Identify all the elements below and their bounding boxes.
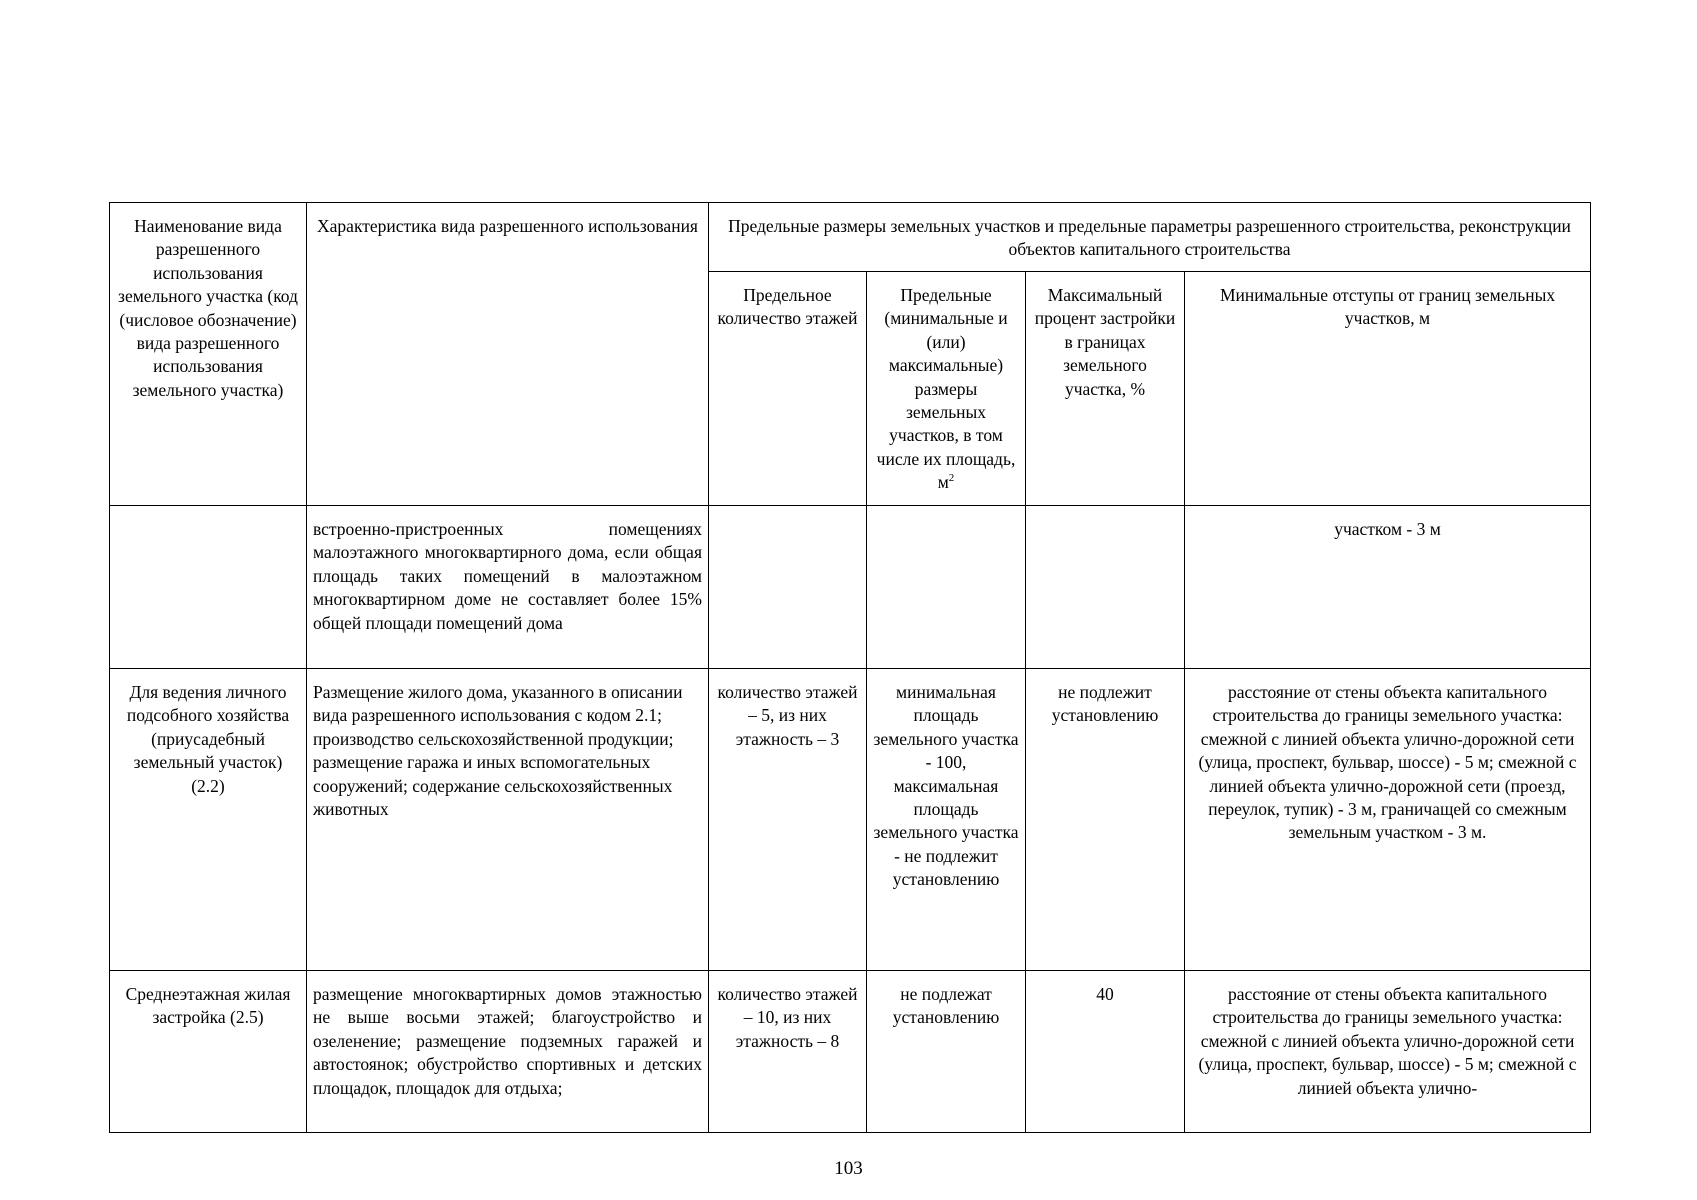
- table-row: [110, 971, 1591, 1133]
- table-header-row: [110, 203, 1591, 272]
- header-setbacks-cell: Минимальные отступы от границ земельных участков, м: [1185, 272, 1591, 506]
- row-setbacks-cell: расстояние от стены объекта капитального строительства до границы земельного участка: смежной с линией объекта улично-дорожной сети (улица, проспект, бульвар, шоссе) - 5 м; смежной с линией объекта улично-: [1185, 971, 1591, 1133]
- row-setbacks-cell: расстояние от стены объекта капитального строительства до границы земельного участка: смежной с линией объекта улично-дорожной сети (улица, проспект, бульвар, шоссе) - 5 м; смежной с линией объекта улично-дорожной сети (проезд, переулок, тупик) - 3 м, граничащей со смежным земельным участком - 3 м.: [1185, 669, 1591, 971]
- row-floors-cell: количество этажей – 10, из них этажность – 8: [709, 971, 867, 1133]
- row-coverage-cell: [1026, 506, 1185, 669]
- row-coverage-cell: не подлежит установлению: [1026, 669, 1185, 971]
- regulations-table: [109, 202, 1591, 1133]
- row-coverage-cell: 40: [1026, 971, 1185, 1133]
- header-plot-sizes-text: Предельные (минимальные и (или) максимальные) размеры земельных участков, в том числе их площадь, м: [876, 285, 1016, 493]
- table-row: [110, 506, 1591, 669]
- header-plot-sizes-cell: [867, 272, 1026, 506]
- header-characteristic-cell: Характеристика вида разрешенного использования: [307, 203, 709, 506]
- header-plot-sizes-superscript: 2: [948, 472, 955, 485]
- header-limits-group-cell: Предельные размеры земельных участков и предельные параметры разрешенного строительства, реконструкции объектов капитального строительства: [709, 203, 1591, 272]
- row-floors-cell: [709, 506, 867, 669]
- header-coverage-cell: Максимальный процент застройки в границах земельного участка, %: [1026, 272, 1185, 506]
- header-floors-cell: Предельное количество этажей: [709, 272, 867, 506]
- row-plot-sizes-cell: [867, 506, 1026, 669]
- header-name-cell: Наименование вида разрешенного использования земельного участка (код (числовое обозначение) вида разрешенного использования земельного участка): [110, 203, 307, 506]
- row-name-cell: Среднеэтажная жилая застройка (2.5): [110, 971, 307, 1133]
- row-plot-sizes-cell: минимальная площадь земельного участка - 100, максимальная площадь земельного участка - не подлежит установлению: [867, 669, 1026, 971]
- row-setbacks-cell: участком - 3 м: [1185, 506, 1591, 669]
- row-plot-sizes-cell: не подлежат установлению: [867, 971, 1026, 1133]
- row-floors-cell: количество этажей – 5, из них этажность – 3: [709, 669, 867, 971]
- row-characteristic-cell: встроенно-пристроенных помещениях малоэтажного многоквартирного дома, если общая площадь таких помещений в малоэтажном многоквартирном доме не составляет более 15% общей площади помещений дома: [307, 506, 709, 669]
- row-name-cell: [110, 506, 307, 669]
- row-characteristic-cell: Размещение жилого дома, указанного в описании вида разрешенного использования с кодом 2.1; производство сельскохозяйственной продукции; размещение гаража и иных вспомогательных сооружений; содержание сельскохозяйственных животных: [307, 669, 709, 971]
- table-row: [110, 669, 1591, 971]
- page-number: 103: [834, 1158, 863, 1179]
- row-name-cell: Для ведения личного подсобного хозяйства (приусадебный земельный участок) (2.2): [110, 669, 307, 971]
- row-characteristic-cell: размещение многоквартирных домов этажностью не выше восьми этажей; благоустройство и озеленение; размещение подземных гаражей и автостоянок; обустройство спортивных и детских площадок, площадок для отдыха;: [307, 971, 709, 1133]
